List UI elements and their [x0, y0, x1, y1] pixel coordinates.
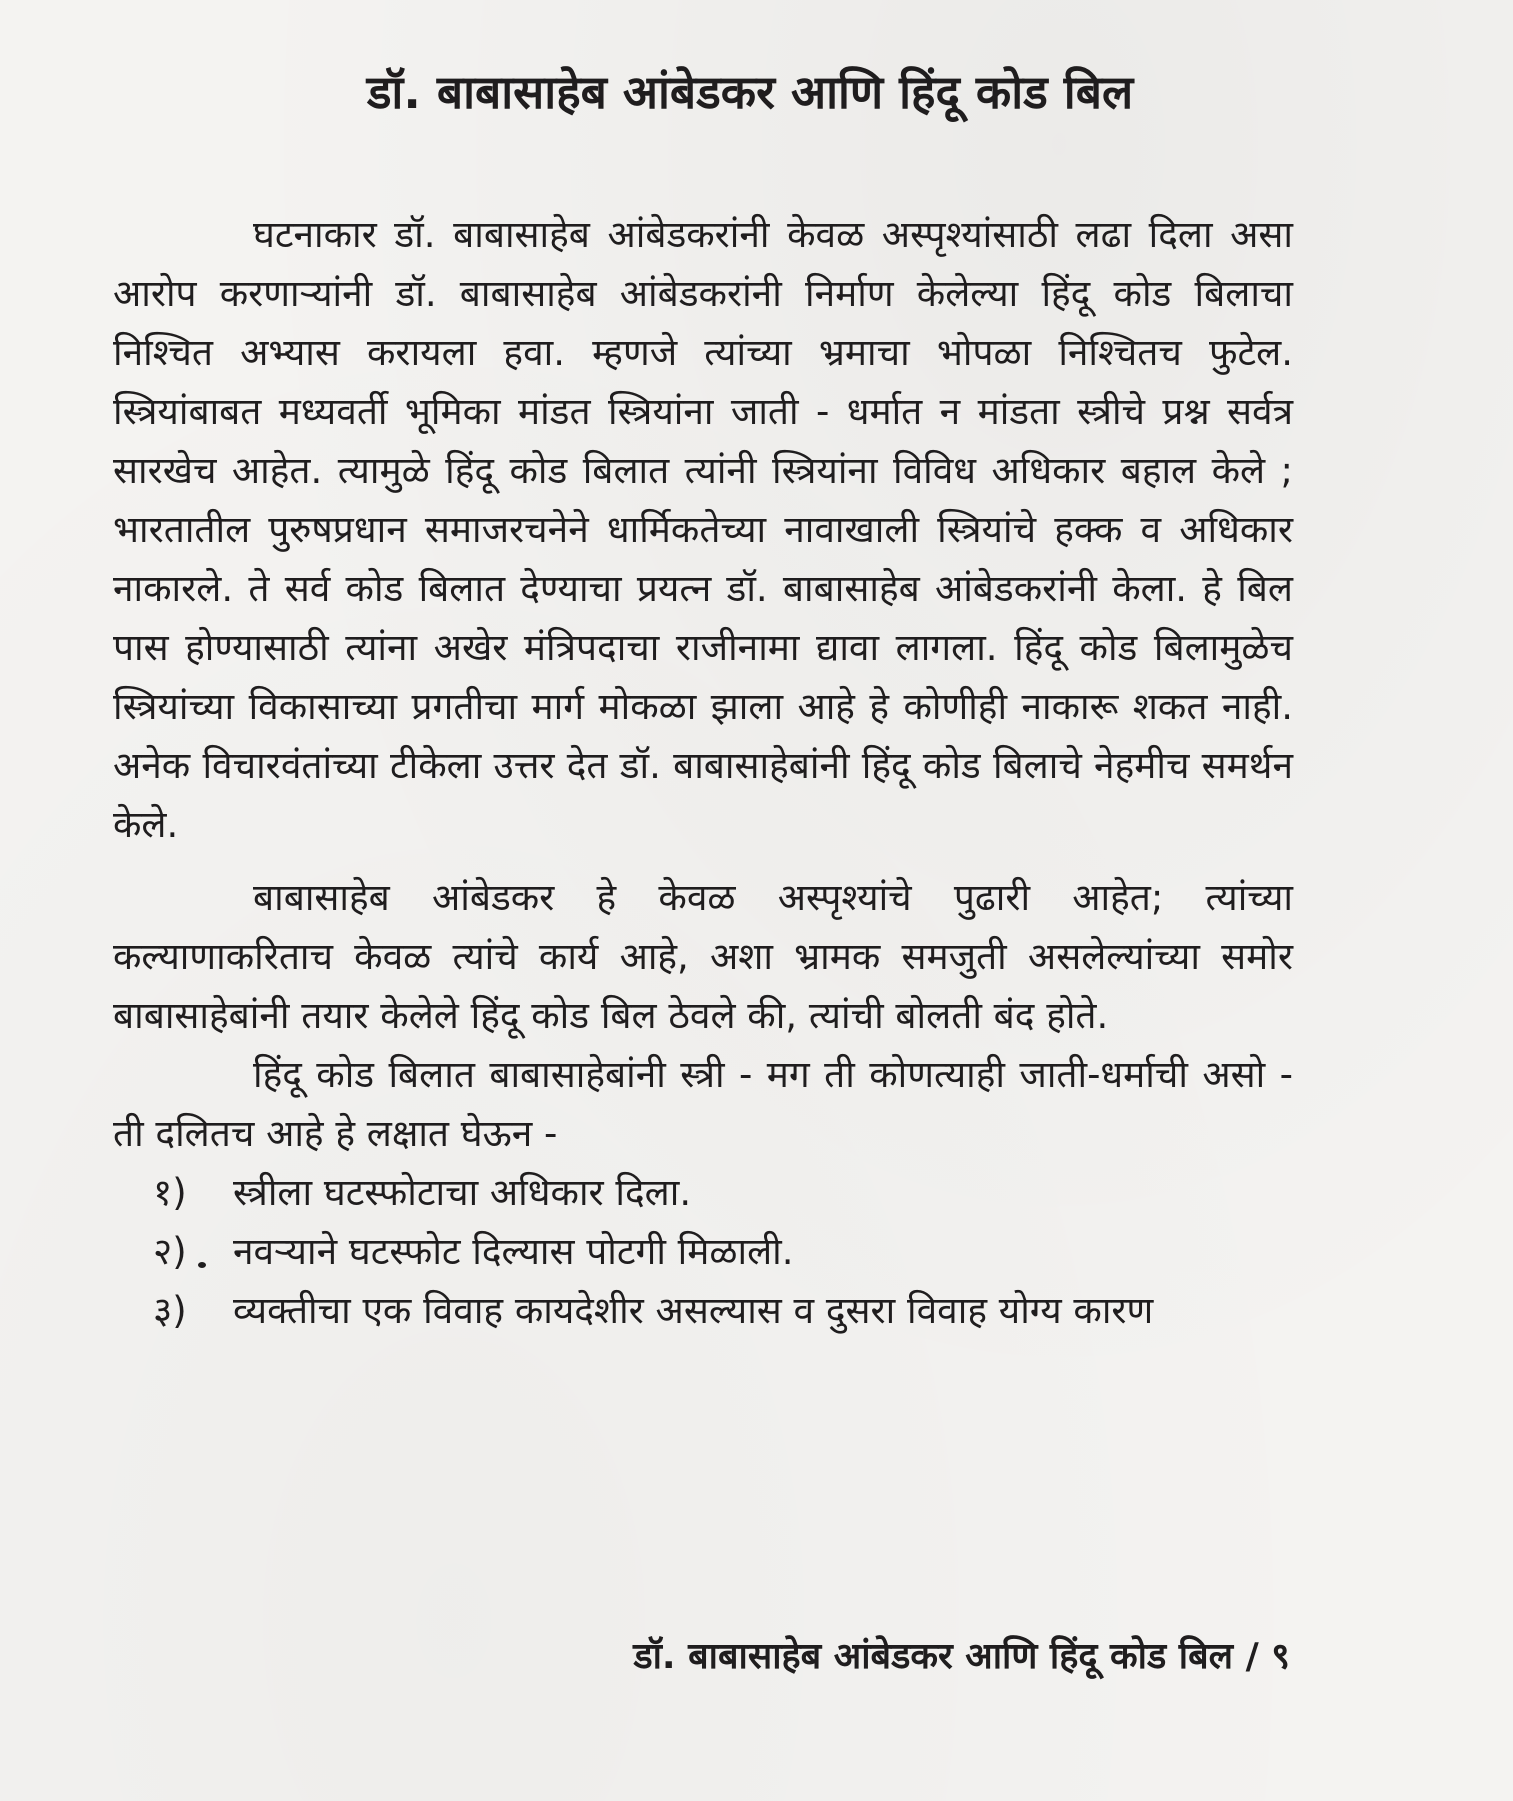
list-item-text: व्यक्तीचा एक विवाह कायदेशीर असल्यास व दुसरा विवाह योग्य कारण [233, 1289, 1154, 1332]
list-item [113, 1163, 1293, 1222]
paragraph-1: घटनाकार डॉ. बाबासाहेब आंबेडकरांनी केवळ अस्पृश्यांसाठी लढा दिला असा आरोप करणाऱ्यांनी डॉ. बाबासाहेब आंबेडकरांनी निर्माण केलेल्या हिंदू कोड बिलाचा निश्चित अभ्यास करायला हवा. म्हणजे त्यांच्या भ्रमाचा भोपळा निश्चितच फुटेल. स्त्रियांबाबत मध्यवर्ती भूमिका मांडत स्त्रियांना जाती - धर्मात न मांडता स्त्रीचे प्रश्न सर्वत्र सारखेच आहेत. त्यामुळे हिंदू कोड बिलात त्यांनी स्त्रियांना विविध अधिकार बहाल केले ; भारतातील पुरुषप्रधान समाजरचनेने धार्मिकतेच्या नावाखाली स्त्रियांचे हक्क व अधिकार नाकारले. ते सर्व कोड बिलात देण्याचा प्रयत्न डॉ. बाबासाहेब आंबेडकरांनी केला. हे बिल पास होण्यासाठी त्यांना अखेर मंत्रिपदाचा राजीनामा द्यावा लागला. हिंदू कोड बिलामुळेच स्त्रियांच्या विकासाच्या प्रगतीचा मार्ग मोकळा झाला आहे हे कोणीही नाकारू शकत नाही. अनेक विचारवंतांच्या टीकेला उत्तर देत डॉ. बाबासाहेबांनी हिंदू कोड बिलाचे नेहमीच समर्थन केले. [113, 213, 1293, 846]
paragraph-3: हिंदू कोड बिलात बाबासाहेबांनी स्त्री - मग ती कोणत्याही जाती-धर्माची असो - ती दलितच आहे हे लक्षात घेऊन - [113, 1053, 1293, 1155]
list-item [113, 1281, 1293, 1340]
list-item-number: १) [153, 1171, 187, 1214]
list-item-number: २) [153, 1230, 187, 1273]
page-body [113, 205, 1293, 1340]
list-item-text: स्त्रीला घटस्फोटाचा अधिकार दिला. [233, 1171, 692, 1214]
rights-list [113, 1163, 1293, 1340]
page-footer: डॉ. बाबासाहेब आंबेडकर आणि हिंदू कोड बिल / ९ [633, 1636, 1290, 1677]
list-item-text: नवऱ्याने घटस्फोट दिल्यास पोटगी मिळाली. [233, 1230, 794, 1273]
ink-speck [198, 1262, 206, 1268]
paragraph-2: बाबासाहेब आंबेडकर हे केवळ अस्पृश्यांचे पुढारी आहेत; त्यांच्या कल्याणाकरिताच केवळ त्यांचे कार्य आहे, अशा भ्रामक समजुती असलेल्यांच्या समोर बाबासाहेबांनी तयार केलेले हिंदू कोड बिल ठेवले की, त्यांची बोलती बंद होते. [113, 876, 1293, 1037]
page-title: डॉ. बाबासाहेब आंबेडकर आणि हिंदू कोड बिल [366, 65, 1134, 119]
list-item-number: ३) [153, 1289, 187, 1332]
list-item [113, 1222, 1293, 1281]
